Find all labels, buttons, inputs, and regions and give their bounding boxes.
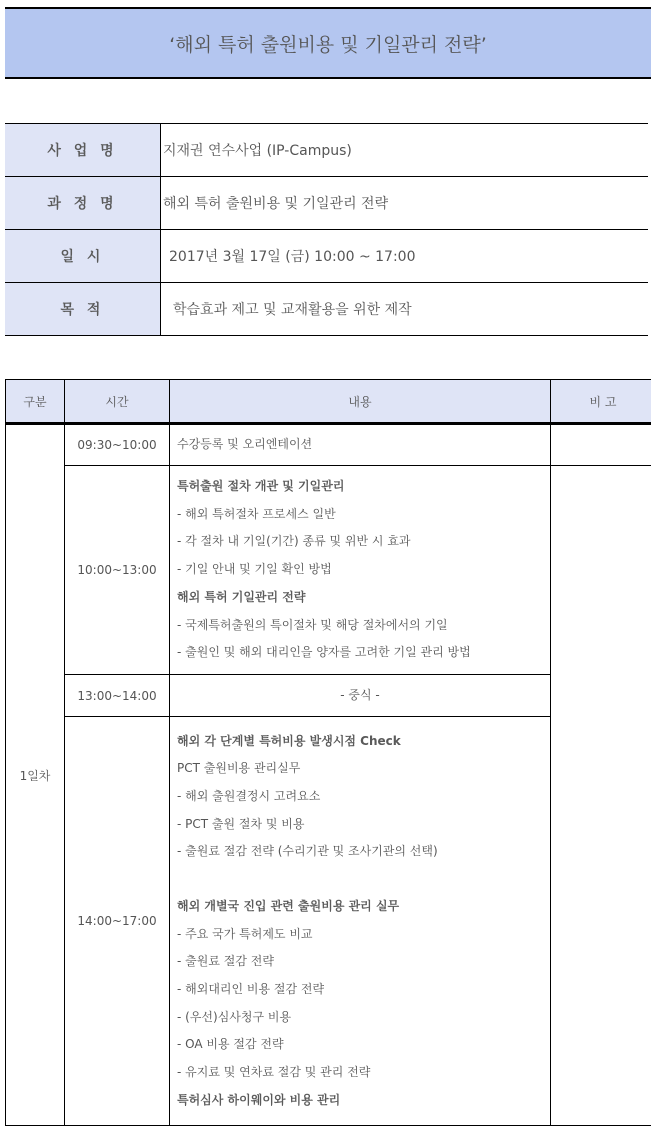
content-heading: 특허심사 하이웨이와 비용 관리 — [177, 1092, 341, 1107]
info-row-course — [5, 177, 648, 230]
session-content — [170, 466, 551, 675]
content-line: 수강등록 및 오리엔테이션 — [177, 437, 313, 452]
info-value-business: 지재권 연수사업 (IP-Campus) — [161, 124, 649, 177]
content-spacer — [177, 866, 543, 893]
content-line: - 중식 - — [340, 687, 380, 702]
content-line: - 주요 국가 특허제도 비교 — [177, 926, 313, 941]
info-label-course: 과 정 명 — [5, 177, 161, 230]
header-day: 구분 — [6, 380, 65, 424]
info-row-date — [5, 230, 648, 283]
session-content — [170, 717, 551, 1126]
header-content: 내용 — [170, 380, 551, 424]
info-label-purpose: 목 적 — [5, 283, 161, 336]
page-title: ‘해외 특허 출원비용 및 기일관리 전략’ — [5, 7, 651, 79]
day-cell: 1일차 — [6, 424, 65, 1126]
content-line: - (우선)심사청구 비용 — [177, 1009, 292, 1024]
session-time: 10:00~13:00 — [65, 466, 170, 675]
session-row — [6, 466, 651, 675]
header-time: 시간 — [65, 380, 170, 424]
info-value-date: 2017년 3월 17일 (금) 10:00 ~ 17:00 — [161, 230, 649, 283]
content-line: - PCT 출원 절차 및 비용 — [177, 816, 305, 831]
info-label-date: 일 시 — [5, 230, 161, 283]
session-row — [6, 424, 651, 466]
header-note: 비 고 — [551, 380, 651, 424]
session-content — [170, 675, 551, 717]
content-line: - OA 비용 절감 전략 — [177, 1037, 284, 1052]
content-heading: 해외 특허 기일관리 전략 — [177, 589, 306, 604]
content-line: - 국제특허출원의 특이절차 및 해당 절차에서의 기일 — [177, 617, 448, 632]
content-line: - 해외대리인 비용 절감 전략 — [177, 982, 325, 997]
content-line: - 기일 안내 및 기일 확인 방법 — [177, 562, 332, 577]
schedule-table — [5, 379, 651, 1126]
note-cell — [551, 466, 651, 1126]
info-row-business — [5, 124, 648, 177]
content-line: - 해외 특허절차 프로세스 일반 — [177, 506, 336, 521]
session-content — [170, 424, 551, 466]
session-time: 09:30~10:00 — [65, 424, 170, 466]
content-line: - 유지료 및 연차료 절감 및 관리 전략 — [177, 1065, 371, 1080]
info-row-purpose — [5, 283, 648, 336]
content-line: - 해외 출원결정시 고려요소 — [177, 788, 321, 803]
content-line: - 출원인 및 해외 대리인을 양자를 고려한 기일 관리 방법 — [177, 645, 471, 660]
session-time: 13:00~14:00 — [65, 675, 170, 717]
content-heading: 해외 각 단계별 특허비용 발생시점 Check — [177, 733, 401, 748]
content-heading: 해외 개별국 진입 관련 출원비용 관리 실무 — [177, 898, 400, 913]
course-info-table — [5, 123, 648, 336]
content-line: PCT 출원비용 관리실무 — [177, 761, 301, 776]
schedule-header-row — [6, 380, 651, 424]
info-label-business: 사 업 명 — [5, 124, 161, 177]
content-line: - 각 절차 내 기일(기간) 종류 및 위반 시 효과 — [177, 534, 411, 549]
content-line: - 출원료 절감 전략 — [177, 954, 274, 969]
info-value-course: 해외 특허 출원비용 및 기일관리 전략 — [161, 177, 649, 230]
content-heading: 특허출원 절차 개관 및 기일관리 — [177, 479, 345, 494]
session-time: 14:00~17:00 — [65, 717, 170, 1126]
content-line: - 출원료 절감 전략 (수리기관 및 조사기관의 선택) — [177, 844, 438, 859]
info-value-purpose: 학습효과 제고 및 교재활용을 위한 제작 — [161, 283, 649, 336]
note-cell — [551, 424, 651, 466]
